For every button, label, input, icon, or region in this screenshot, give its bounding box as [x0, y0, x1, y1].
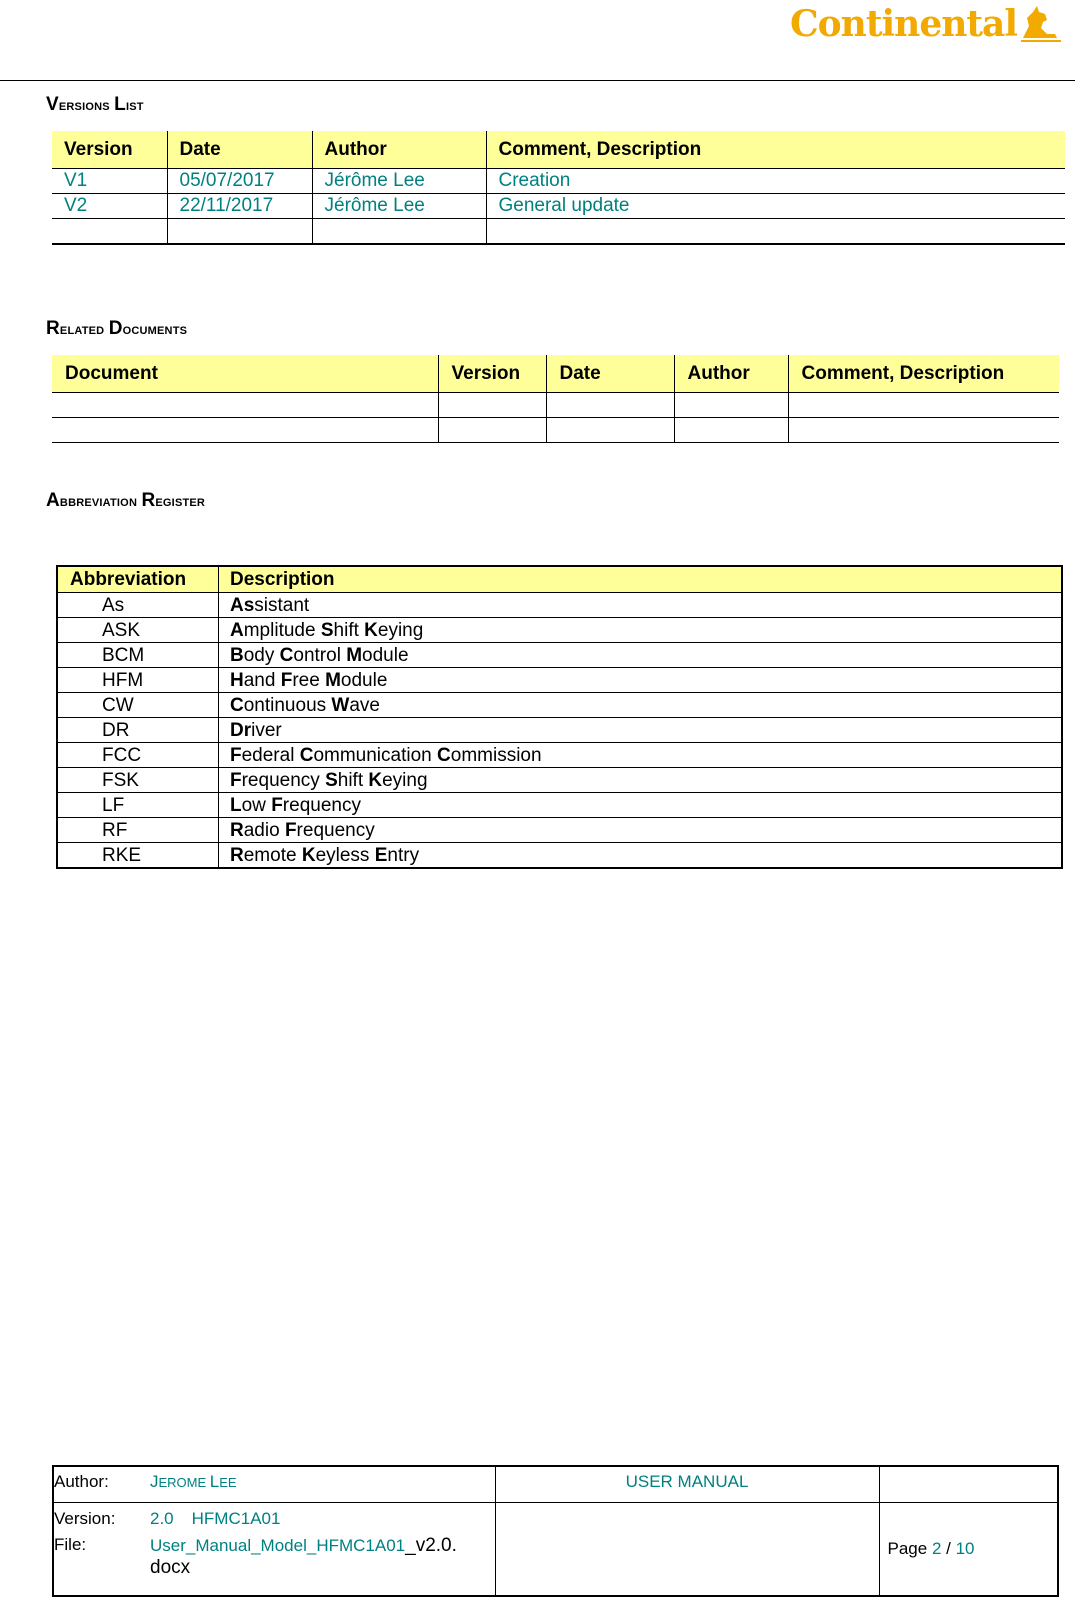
column-header: Document	[52, 355, 438, 393]
abbreviation-cell: RF	[57, 818, 219, 843]
table-cell	[674, 418, 788, 443]
related-documents-table	[52, 355, 1059, 443]
abbreviation-cell: FSK	[57, 768, 219, 793]
abbreviation-cell: FCC	[57, 743, 219, 768]
column-header: Comment, Description	[498, 138, 702, 160]
horse-icon	[1017, 4, 1061, 44]
related-header-row	[52, 355, 1059, 393]
table-cell: 05/07/2017	[167, 169, 312, 194]
abbreviation-cell: LF	[57, 793, 219, 818]
table-cell	[312, 219, 486, 245]
table-cell	[52, 219, 167, 245]
version-label: Version:	[54, 1509, 116, 1528]
file-label: File:	[54, 1535, 87, 1554]
document-footer	[52, 1465, 1059, 1597]
description-cell: Frequency Shift Keying	[219, 768, 1063, 793]
author-name: JEROME LEE	[150, 1472, 237, 1491]
footer-version-file-cell	[53, 1503, 495, 1597]
abbreviation-cell: HFM	[57, 668, 219, 693]
versions-table	[52, 131, 1065, 245]
table-row	[52, 418, 1059, 443]
table-cell	[674, 393, 788, 418]
table-cell	[438, 393, 546, 418]
table-cell	[486, 219, 1065, 245]
description-cell: Radio Frequency	[219, 818, 1063, 843]
table-cell	[52, 418, 438, 443]
continental-logo	[790, 2, 1061, 46]
table-row	[52, 393, 1059, 418]
column-header: Date	[546, 355, 674, 393]
column-header: Description	[219, 566, 1063, 593]
abbreviation-cell: RKE	[57, 843, 219, 869]
table-cell	[52, 393, 438, 418]
description-cell: Driver	[219, 718, 1063, 743]
table-cell	[167, 219, 312, 245]
table-row	[57, 668, 1062, 693]
column-header: Version	[438, 355, 546, 393]
table-cell	[546, 418, 674, 443]
column-header: Author	[312, 131, 486, 169]
description-cell: Remote Keyless Entry	[219, 843, 1063, 869]
table-row	[52, 169, 1065, 194]
table-row	[57, 743, 1062, 768]
description-cell: Hand Free Module	[219, 668, 1063, 693]
table-row	[57, 718, 1062, 743]
abbreviation-table	[56, 565, 1063, 869]
table-cell: V1	[52, 169, 167, 194]
column-header: Date	[167, 131, 312, 169]
table-row	[57, 693, 1062, 718]
header-divider	[0, 80, 1075, 81]
table-cell: Creation	[486, 169, 1065, 194]
footer-title-cell	[495, 1466, 879, 1503]
footer-empty-cell	[879, 1466, 1058, 1503]
abbreviation-rows	[57, 593, 1062, 869]
abbreviation-register-title: Abbreviation Register	[46, 490, 206, 511]
abbreviation-cell: BCM	[57, 643, 219, 668]
table-cell	[546, 393, 674, 418]
description-cell: Low Frequency	[219, 793, 1063, 818]
table-row	[57, 768, 1062, 793]
abbreviation-header-row	[57, 566, 1062, 593]
page-number: Page 2 / 10	[887, 1539, 975, 1558]
logo-text: Continental	[790, 3, 1018, 45]
document-title: USER MANUAL	[625, 1472, 749, 1491]
table-cell	[438, 418, 546, 443]
abbreviation-cell: ASK	[57, 618, 219, 643]
footer-page-cell	[879, 1503, 1058, 1597]
abbreviation-cell: As	[57, 593, 219, 618]
abbreviation-cell: CW	[57, 693, 219, 718]
description-cell: Body Control Module	[219, 643, 1063, 668]
table-cell: General update	[486, 194, 1065, 219]
column-header: Author	[674, 355, 788, 393]
abbreviation-cell: DR	[57, 718, 219, 743]
versions-header-row	[52, 131, 1065, 169]
description-cell: Amplitude Shift Keying	[219, 618, 1063, 643]
file-name: User_Manual_Model_HFMC1A01_v2.0. docx	[150, 1535, 457, 1578]
column-header: Comment, Description	[801, 362, 1005, 384]
table-row	[57, 593, 1062, 618]
table-row	[57, 793, 1062, 818]
table-row	[57, 818, 1062, 843]
description-cell: Assistant	[219, 593, 1063, 618]
version-model: HFMC1A01	[191, 1509, 281, 1528]
table-row	[57, 843, 1062, 869]
column-header: Abbreviation	[57, 566, 219, 593]
table-cell: Jérôme Lee	[312, 169, 486, 194]
related-documents-title: Related Documents	[46, 318, 188, 339]
table-cell: V2	[52, 194, 167, 219]
table-cell	[788, 393, 1059, 418]
table-row	[52, 219, 1065, 245]
version-value: 2.0	[150, 1509, 174, 1528]
footer-author-cell	[53, 1466, 495, 1503]
description-cell: Federal Communication Commission	[219, 743, 1063, 768]
column-header: Version	[52, 131, 167, 169]
table-cell: Jérôme Lee	[312, 194, 486, 219]
versions-list-title: Versions List	[46, 94, 144, 115]
author-label: Author:	[54, 1472, 109, 1491]
table-cell	[788, 418, 1059, 443]
table-cell: 22/11/2017	[167, 194, 312, 219]
footer-middle-cell	[495, 1503, 879, 1597]
table-row	[52, 194, 1065, 219]
table-row	[57, 643, 1062, 668]
description-cell: Continuous Wave	[219, 693, 1063, 718]
table-row	[57, 618, 1062, 643]
